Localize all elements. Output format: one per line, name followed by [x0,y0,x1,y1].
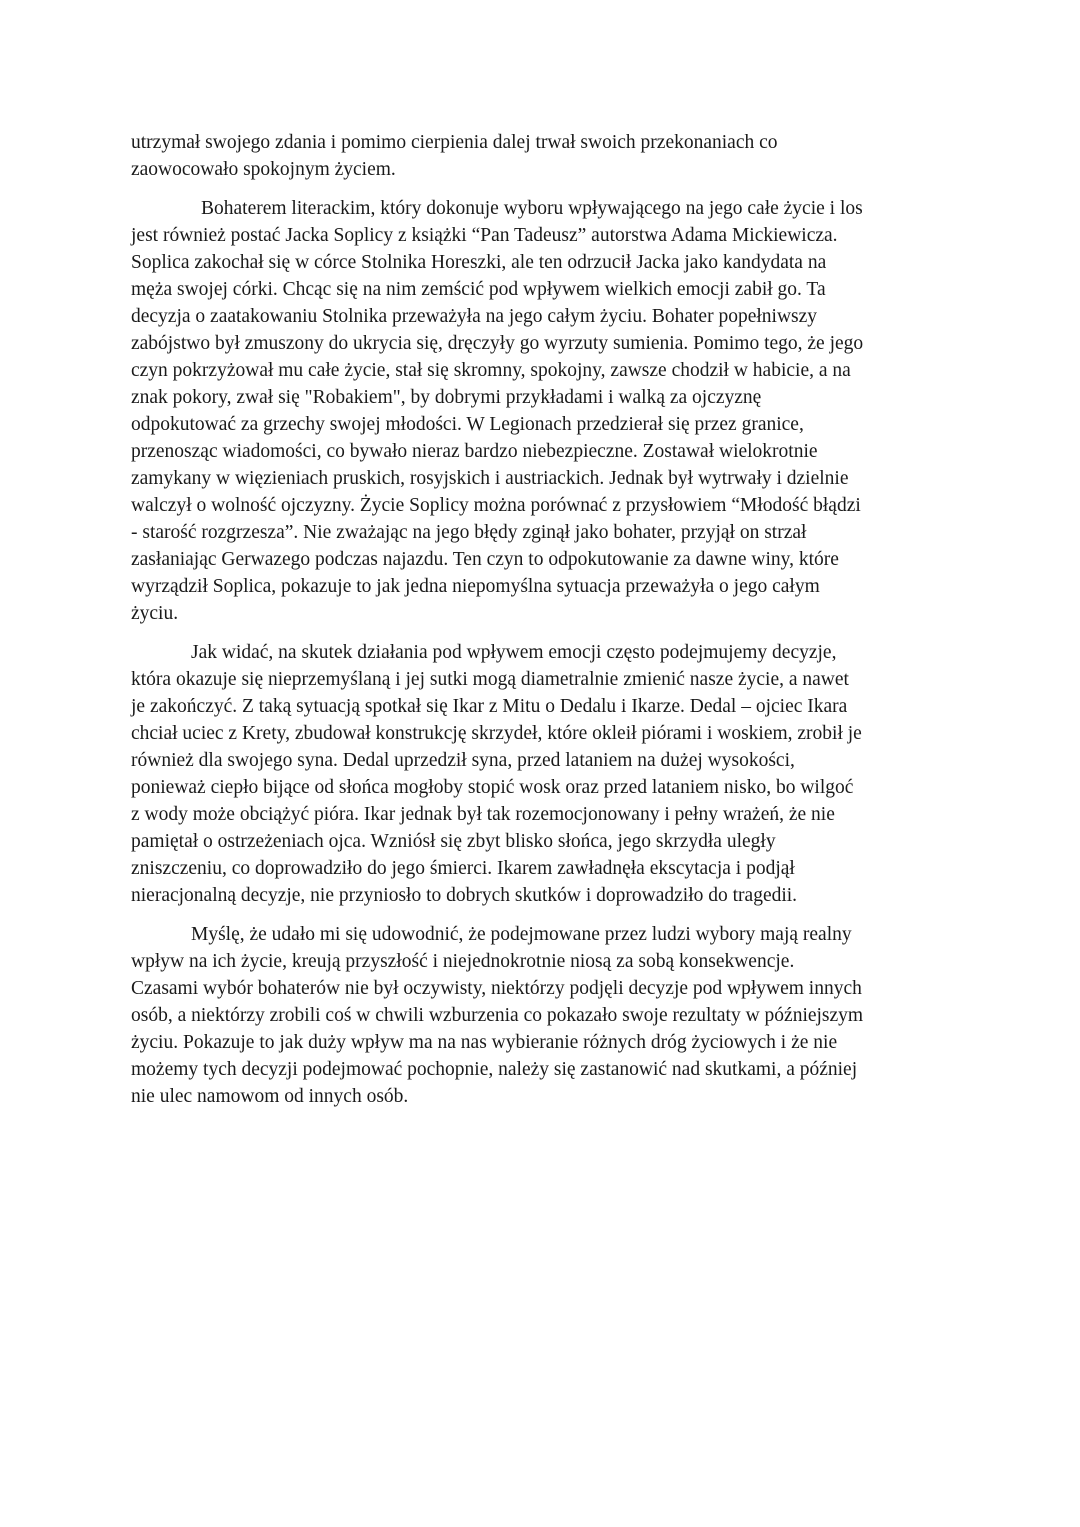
text-line: zabójstwo był zmuszony do ukrycia się, dręczyły go wyrzuty sumienia. Pomimo tego, że jego [131,333,864,354]
text-line: wyrządził Soplica, pokazuje to jak jedna niepomyślna sytuacja przeważyła o jego całym [131,576,820,597]
text-line: ponieważ ciepło bijące od słońca mogłoby stopić wosk oraz przed lataniem nisko, bo wilgoć [131,777,854,798]
paragraph-2 [131,195,953,627]
text-line: wpływ na ich życie, kreują przyszłość i niejednokrotnie niosą za sobą konsekwencje. [131,951,795,972]
text-line: zamykany w więzieniach pruskich, rosyjskich i austriackich. Jednak był wytrwały i dzielnie [131,468,849,489]
text-line: nie ulec namowom od innych osób. [131,1086,409,1107]
text-line: męża swojej córki. Chcąc się na nim zemścić pod wpływem wielkich emocji zabił go. Ta [131,279,826,300]
text-line: Czasami wybór bohaterów nie był oczywisty, niektórzy podjęli decyzje pod wpływem innych [131,978,862,999]
text-line: Myślę, że udało mi się udowodnić, że podejmowane przez ludzi wybory mają realny [191,924,852,945]
text-line: również dla swojego syna. Dedal uprzedził syna, przed lataniem na dużej wysokości, [131,750,795,771]
text-line: jest również postać Jacka Soplicy z książki “Pan Tadeusz” autorstwa Adama Mickiewicza. [131,225,838,246]
text-line: chciał uciec z Krety, zbudował konstrukcję skrzydeł, które okleił piórami i woskiem, zrobił je [131,723,862,744]
text-line: przenosząc wiadomości, co bywało nieraz bardzo niebezpieczne. Zostawał wielokrotnie [131,441,818,462]
text-line: Jak widać, na skutek działania pod wpływem emocji często podejmujemy decyzje, [191,642,837,663]
text-line: życiu. Pokazuje to jak duży wpływ ma na nas wybieranie różnych dróg życiowych i że nie [131,1032,838,1053]
text-line: odpokutować za grzechy swojej młodości. W Legionach przedzierał się przez granice, [131,414,804,435]
text-line: utrzymał swojego zdania i pomimo cierpienia dalej trwał swoich przekonaniach co [131,132,778,153]
paragraph-1 [131,129,953,183]
text-line: nieracjonalną decyzje, nie przyniosło to dobrych skutków i doprowadziło do tragedii. [131,885,798,906]
text-line: możemy tych decyzji podejmować pochopnie, należy się zastanowić nad skutkami, a później [131,1059,858,1080]
text-line: zasłaniając Gerwazego podczas najazdu. Ten czyn to odpokutowanie za dawne winy, które [131,549,839,570]
text-line: która okazuje się nieprzemyślaną i jej sutki mogą diametralnie zmienić nasze życie, a nawet [131,669,849,690]
text-line: czyn pokrzyżował mu całe życie, stał się skromny, spokojny, zawsze chodził w habicie, a na [131,360,851,381]
text-line: Soplica zakochał się w córce Stolnika Horeszki, ale ten odrzucił Jacka jako kandydata na [131,252,827,273]
text-line: życiu. [131,603,179,624]
text-line: znak pokory, zwał się "Robakiem", by dobrymi przykładami i walką za ojczyznę [131,387,762,408]
text-line: - starość rozgrzesza”. Nie zważając na jego błędy zginął jako bohater, przyjął on strzał [131,522,807,543]
paragraph-4 [131,921,953,1110]
text-line: zniszczeniu, co doprowadziło do jego śmierci. Ikarem zawładnęła ekscytacja i podjął [131,858,795,879]
text-line: je zakończyć. Z taką sytuacją spotkał się Ikar z Mitu o Dedalu i Ikarze. Dedal – ojciec Ikara [131,696,848,717]
text-line: decyzja o zaatakowaniu Stolnika przeważyła na jego całym życiu. Bohater popełniwszy [131,306,818,327]
text-line: pamiętał o ostrzeżeniach ojca. Wzniósł się zbyt blisko słońca, jego skrzydła uległy [131,831,776,852]
text-line: zaowocowało spokojnym życiem. [131,159,396,180]
text-line: walczył o wolność ojczyzny. Życie Soplicy można porównać z przysłowiem “Młodość błądzi [131,495,861,516]
paragraph-3 [131,639,953,909]
text-line: osób, a niektórzy zrobili coś w chwili wzburzenia co pokazało swoje rezultaty w późniejszym [131,1005,864,1026]
text-line: Bohaterem literackim, który dokonuje wyboru wpływającego na jego całe życie i los [201,198,863,219]
essay-body [131,129,953,1122]
text-line: z wody może obciążyć pióra. Ikar jednak był tak rozemocjonowany i pełny wrażeń, że nie [131,804,835,825]
